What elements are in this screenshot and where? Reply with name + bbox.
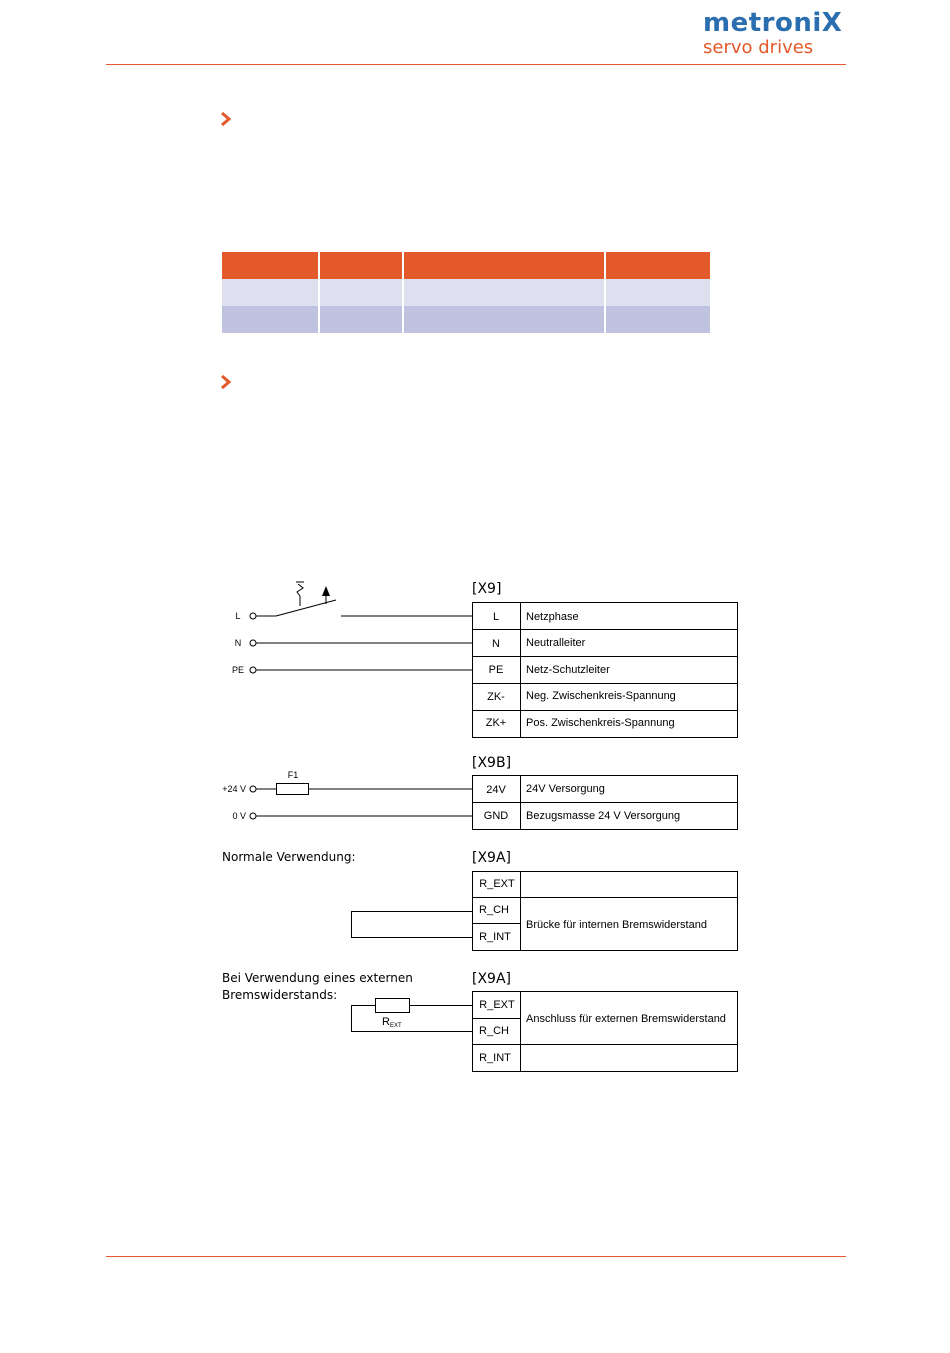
x9a-normal-pin-rch: R_CH [479, 904, 509, 916]
x9-pin-l: L [492, 611, 500, 623]
x9a-normal-pin-rext: R_EXT [479, 878, 515, 890]
x9b-pin-gnd: GND [483, 810, 509, 822]
resistor-label-main: R [382, 1016, 390, 1028]
external-use-note-line2: Bremswiderstands: [222, 988, 338, 1002]
x9a-external-title: [X9A] [472, 971, 511, 987]
resistor-label-sub: EXT [389, 1023, 402, 1029]
input-0v-label: 0 V [232, 811, 246, 821]
logo-text: metroni [703, 8, 822, 38]
x9-pin-zk-minus: ZK- [487, 691, 505, 703]
x9a-external-pin-rext: R_EXT [479, 999, 515, 1011]
x9b-desc-gnd: Bezugsmasse 24 V Versorgung [526, 810, 681, 822]
x9b-title: [X9B] [472, 755, 512, 771]
input-n-label: N [234, 638, 242, 648]
footer-rule [106, 1256, 846, 1257]
x9-pin-zk-plus: ZK+ [485, 717, 507, 729]
x9b-pin-24v: 24V [486, 784, 506, 796]
x9a-external-pin-rch: R_CH [479, 1025, 509, 1037]
x9a-external-pin-rint: R_INT [479, 1052, 511, 1064]
external-use-note-line1: Bei Verwendung eines externen [222, 971, 413, 985]
x9-title: [X9] [472, 581, 502, 597]
x9-desc-zk-plus: Pos. Zwischenkreis-Spannung [526, 717, 675, 729]
x9-pin-n: N [492, 638, 500, 650]
logo-tagline: servo drives [703, 37, 814, 58]
x9a-normal-title: [X9A] [472, 850, 511, 866]
x9-desc-zk-minus: Neg. Zwischenkreis-Spannung [526, 690, 676, 702]
x9-desc-n: Neutralleiter [526, 637, 586, 649]
input-24v-label: +24 V [222, 784, 246, 794]
x9a-external-desc: Anschluss für externen Bremswiderstand [526, 1013, 726, 1025]
x9a-normal-pin-rint: R_INT [479, 931, 511, 943]
logo-x: X [821, 8, 843, 38]
x9-desc-l: Netzphase [526, 611, 579, 623]
x9-desc-pe: Netz-Schutzleiter [526, 664, 610, 676]
arrow-icon [322, 586, 330, 596]
fuse-label: F1 [287, 770, 299, 780]
input-l-label: L [235, 611, 241, 621]
input-pe-label: PE [231, 665, 245, 675]
x9-pin-pe: PE [488, 664, 504, 676]
resistor-label [382, 1016, 402, 1029]
normal-use-note: Normale Verwendung: [222, 850, 356, 864]
x9b-desc-24v: 24V Versorgung [526, 783, 605, 795]
x9a-normal-desc: Brücke für internen Bremswiderstand [526, 919, 707, 931]
